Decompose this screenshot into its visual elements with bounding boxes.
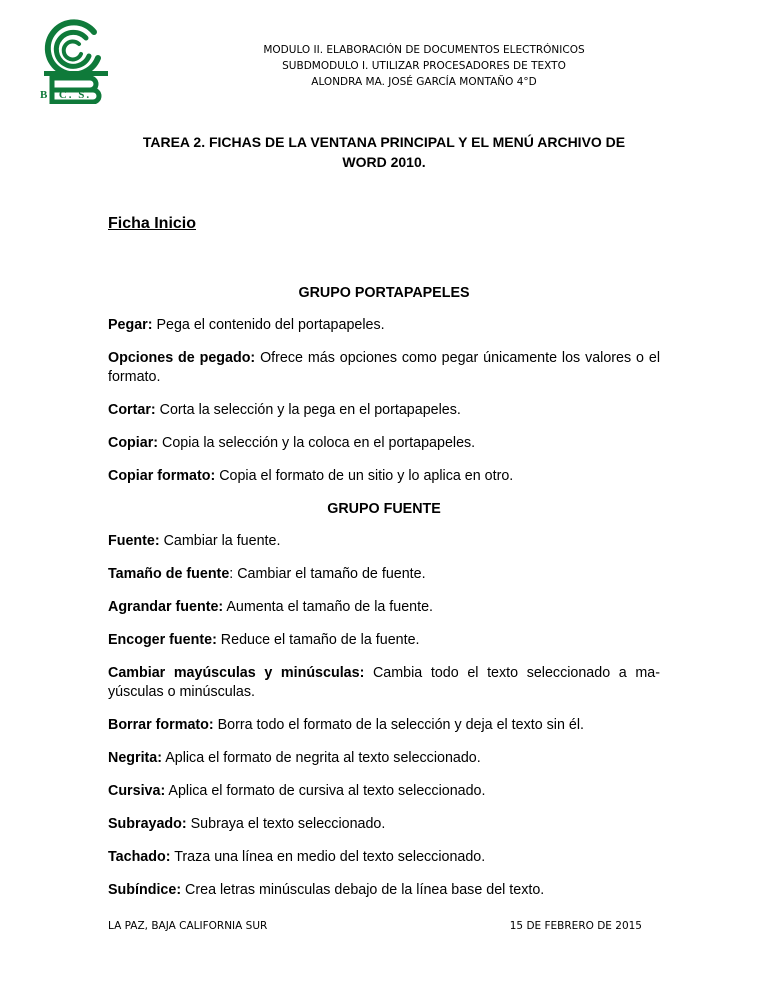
item-term: Opciones de pegado:: [108, 350, 256, 366]
item-term: Fuente:: [108, 533, 160, 549]
document-body: [108, 284, 660, 914]
item-desc: Reduce el tamaño de la fuente.: [216, 632, 420, 648]
header-line-author: ALONDRA MA. JOSÉ GARCÍA MONTAÑO 4°D: [311, 76, 537, 88]
item-term: Borrar formato:: [108, 717, 214, 733]
item-desc: Subraya el texto seleccionado.: [186, 816, 386, 832]
item-term: Agrandar fuente:: [108, 599, 224, 615]
list-item: [108, 434, 660, 453]
item-term: Copiar:: [108, 435, 159, 451]
group-title-fuente: GRUPO FUENTE: [327, 501, 441, 517]
section-title: Ficha Inicio: [108, 215, 197, 232]
item-desc: Cambiar la fuente.: [159, 533, 281, 549]
item-term: Cortar:: [108, 402, 156, 418]
item-term: Cambiar mayúsculas y minúsculas:: [108, 665, 365, 681]
document-title: [108, 132, 660, 172]
group-title-portapapeles: GRUPO PORTAPAPELES: [298, 285, 470, 301]
item-desc: Traza una línea en medio del texto seleccionado.: [170, 849, 486, 865]
list-item: [108, 565, 660, 584]
list-item: [108, 401, 660, 420]
item-desc: Pega el contenido del portapapeles.: [152, 317, 385, 333]
item-term: Tamaño de fuente: [108, 566, 230, 582]
item-term: Tachado:: [108, 849, 171, 865]
item-term: Copiar formato:: [108, 468, 216, 484]
item-term: Encoger fuente:: [108, 632, 217, 648]
header-line-module: MODULO II. ELABORACIÓN DE DOCUMENTOS ELECTRÓNICOS: [263, 44, 585, 56]
list-item: [108, 631, 660, 650]
item-term: Subrayado:: [108, 816, 187, 832]
item-term: Cursiva:: [108, 783, 166, 799]
item-term: Subíndice:: [108, 882, 182, 898]
list-item: [108, 532, 660, 551]
list-item: [108, 316, 660, 335]
item-term: Negrita:: [108, 750, 163, 766]
item-desc: Copia el formato de un sitio y lo aplica en otro.: [215, 468, 514, 484]
list-item: [108, 664, 660, 702]
list-item: [108, 467, 660, 486]
item-desc: Crea letras minúsculas debajo de la línea base del texto.: [181, 882, 545, 898]
item-desc: Aplica el formato de negrita al texto seleccionado.: [162, 750, 481, 766]
title-line-1: TAREA 2. FICHAS DE LA VENTANA PRINCIPAL Y EL MENÚ ARCHIVO DE: [142, 134, 626, 150]
list-item: [108, 349, 660, 387]
item-desc: : Cambiar el tamaño de fuente.: [229, 566, 426, 582]
item-desc: Ofrece más opciones como pegar únicamente los valores o el formato.: [108, 350, 660, 385]
item-desc: Corta la selección y la pega en el portapapeles.: [155, 402, 461, 418]
list-item: [108, 782, 660, 801]
item-desc: Borra todo el formato de la selección y deja el texto sin él.: [213, 717, 584, 733]
list-item: [108, 749, 660, 768]
item-term: Pegar:: [108, 317, 153, 333]
list-item: [108, 716, 660, 735]
list-item: [108, 848, 660, 867]
document-footer: [108, 920, 642, 932]
item-desc: Copia la selección y la coloca en el portapapeles.: [158, 435, 476, 451]
item-desc: Aumenta el tamaño de la fuente.: [223, 599, 434, 615]
footer-location: LA PAZ, BAJA CALIFORNIA SUR: [108, 920, 268, 932]
title-line-2: WORD 2010.: [342, 154, 426, 170]
list-item: [108, 815, 660, 834]
item-desc: Aplica el formato de cursiva al texto seleccionado.: [165, 783, 486, 799]
logo-text: B. C. S.: [40, 89, 92, 101]
list-item: [108, 598, 660, 617]
list-item: [108, 881, 660, 900]
header-line-submodule: SUBDMODULO I. UTILIZAR PROCESADORES DE TEXTO: [282, 60, 566, 72]
document-header: [140, 42, 708, 90]
item-desc: Cambia todo el texto seleccionado a ma-yúsculas o minúsculas.: [108, 665, 660, 700]
footer-date: 15 DE FEBRERO DE 2015: [509, 920, 642, 932]
